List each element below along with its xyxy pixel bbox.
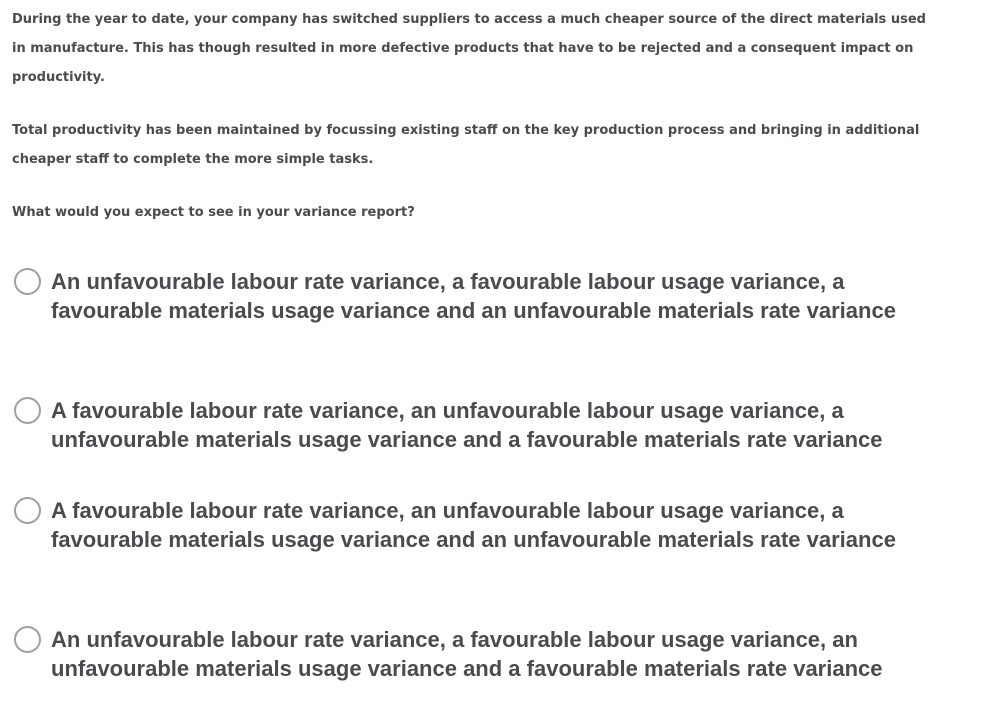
radio-button-4[interactable]: [14, 626, 41, 653]
question-text: [12, 5, 942, 227]
radio-button-3[interactable]: [14, 497, 41, 524]
answer-option-4-label: An unfavourable labour rate variance, a favourable labour usage variance, an unfavourable materials usage variance and a favourable materials rate variance: [51, 627, 883, 681]
answer-option-3-label: A favourable labour rate variance, an unfavourable labour usage variance, a favourable materials usage variance and an unfavourable materials rate variance: [51, 498, 896, 552]
answer-option-1-label: An unfavourable labour rate variance, a favourable labour usage variance, a favourable materials usage variance and an unfavourable materials rate variance: [51, 269, 896, 323]
question-paragraph-1: During the year to date, your company has switched suppliers to access a much cheaper source of the direct materials used in manufacture. This has though resulted in more defective products that have to be rejected and a consequent impact on productivity.: [12, 12, 926, 85]
radio-button-2[interactable]: [14, 397, 41, 424]
question-prompt: What would you expect to see in your variance report?: [12, 205, 415, 220]
radio-button-1[interactable]: [14, 268, 41, 295]
answer-option-3[interactable]: [14, 496, 954, 554]
answer-option-4[interactable]: [14, 625, 954, 683]
question-paragraph-2: Total productivity has been maintained by focussing existing staff on the key production process and bringing in additional cheaper staff to complete the more simple tasks.: [12, 123, 920, 167]
answer-option-1[interactable]: [14, 267, 954, 325]
answer-option-2-label: A favourable labour rate variance, an unfavourable labour usage variance, a unfavourable materials usage variance and a favourable materials rate variance: [51, 398, 883, 452]
answer-option-2[interactable]: [14, 396, 954, 454]
